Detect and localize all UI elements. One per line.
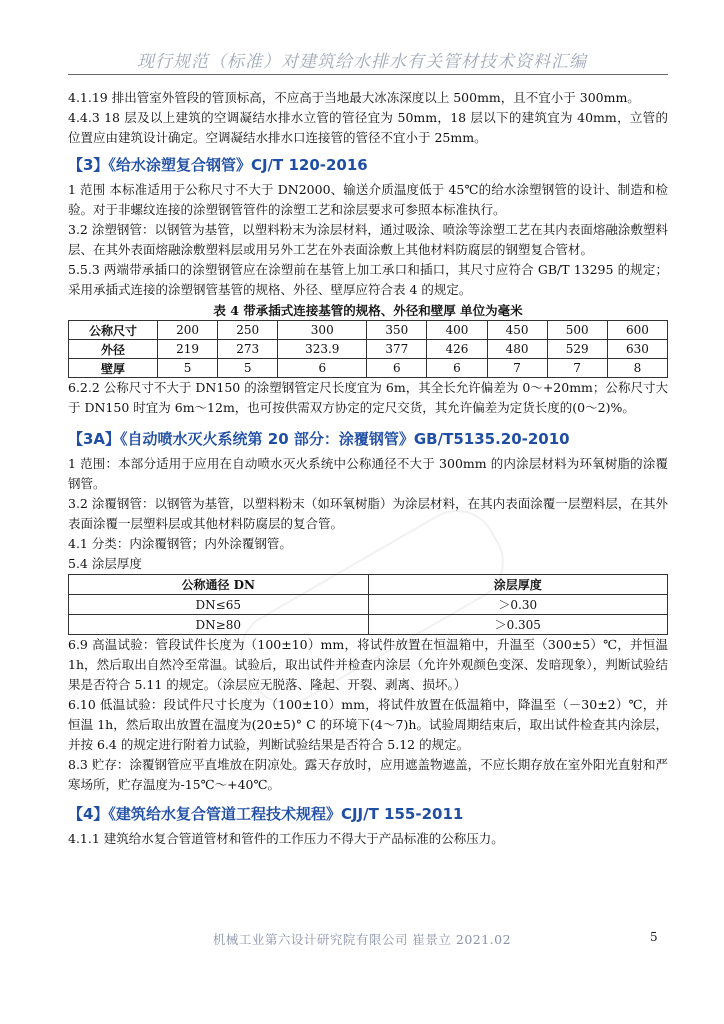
table-cell: 200 (158, 321, 218, 340)
table-cell: 480 (487, 340, 547, 359)
table-cell: 350 (367, 321, 427, 340)
table-cell: 273 (218, 340, 278, 359)
row-label: 公称尺寸 (69, 321, 158, 340)
row-label: 外径 (69, 340, 158, 359)
table-cell: 400 (427, 321, 487, 340)
s3a-clause-6-10: 6.10 低温试验：段试件尺寸长度为（100±10）mm，将试件放置在低温箱中，降温至（－30±2）℃，并恒温 1h，然后取出放置在温度为(20±5)° C 的环境下(4～7)h。试验周期结束后，取出试件检查其内涂层，并按 6.4 的规定进行附着力试验，判断试验结果是否符合 5.12 的规定。 (68, 697, 668, 752)
page-footer: 机械工业第六设计研究院有限公司 崔景立 2021.02 (212, 932, 512, 947)
table-4 (68, 320, 668, 378)
s3a-clause-6-9: 6.9 高温试验：管段试件长度为（100±10）mm，将试件放置在恒温箱中，升温至（300±5）℃，并恒温 1h，然后取出自然冷至常温。试验后，取出试件并检查内涂层（允许外观颜色变深、发暗现象），判断试验结果是否符合 5.11 的规定。（涂层应无脱落、隆起、开裂、剥离、损坏。） (68, 637, 668, 692)
s3a-clause-8-3: 8.3 贮存：涂覆钢管应平直堆放在阴凉处。露天存放时，应用遮盖物遮盖，不应长期存放在室外阳光直射和严寒场所，贮存温度为-15℃～+40℃。 (68, 757, 668, 792)
page-header-title: 现行规范（标准）对建筑给水排水有关管材技术资料汇编 (137, 52, 587, 72)
table-cell: DN≤65 (69, 595, 369, 615)
table-row (69, 340, 668, 359)
table-4-caption: 表 4 带承插式连接基管的规格、外径和壁厚 单位为毫米 (213, 303, 523, 318)
s3a-classification: 4.1 分类：内涂覆钢管；内外涂覆钢管。 (68, 536, 292, 551)
s3-scope: 1 范围 本标准适用于公称尺寸不大于 DN2000、输送介质温度低于 45℃的给水涂塑钢管的设计、制造和检验。对于非螺纹连接的涂塑钢管管件的涂塑工艺和涂层要求可参照本标准执行。 (68, 182, 668, 217)
table-cell: 450 (487, 321, 547, 340)
s3-definition: 3.2 涂塑钢管：以钢管为基管，以塑料粉末为涂层材料，通过吸涂、喷涂等涂塑工艺在其内表面熔融涂敷塑料层、在其外表面熔融涂敷塑料层或用另外工艺在外表面涂敷上其他材料防腐层的钢塑复合管材。 (68, 222, 668, 257)
table-cell: 6 (367, 359, 427, 378)
row-label: 壁厚 (69, 359, 158, 378)
table-cell: ＞0.305 (368, 615, 668, 635)
table-row (69, 321, 668, 340)
table-row (69, 615, 668, 635)
table-header: 涂层厚度 (368, 575, 668, 595)
s4-clause-4-1-1: 4.1.1 建筑给水复合管道管材和管件的工作压力不得大于产品标准的公称压力。 (68, 831, 504, 846)
table-cell: 300 (278, 321, 367, 340)
s3a-definition: 3.2 涂覆钢管：以钢管为基管，以塑料粉末（如环氧树脂）为涂层材料，在其内表面涂覆一层塑料层，在其外表面涂覆一层塑料层或其他材料防腐层的复合管。 (68, 496, 668, 531)
document-body (68, 88, 668, 849)
clause-4-4-3: 4.4.3 18 层及以上建筑的空调凝结水排水立管的管径宜为 50mm，18 层以下的建筑宜为 40mm，立管的位置应由建筑设计确定。空调凝结水排水口连接管的管径不宜小于 25mm。 (68, 110, 668, 145)
table-cell: 630 (607, 340, 667, 359)
table-cell: 7 (547, 359, 607, 378)
table-cell: 600 (607, 321, 667, 340)
s3a-coating-thickness: 5.4 涂层厚度 (68, 556, 142, 571)
table-cell: 6 (278, 359, 367, 378)
s3a-scope: 1 范围：本部分适用于应用在自动喷水灭火系统中公称通径不大于 300mm 的内涂层材料为环氧树脂的涂覆钢管。 (68, 456, 668, 491)
table-cell: 5 (158, 359, 218, 378)
table-cell: 250 (218, 321, 278, 340)
table-cell: 5 (218, 359, 278, 378)
table-cell: 6 (427, 359, 487, 378)
table-cell: 529 (547, 340, 607, 359)
table-header-row (69, 575, 668, 595)
coating-thickness-table (68, 574, 668, 635)
clause-4-1-19: 4.1.19 排出管室外管段的管顶标高，不应高于当地最大冰冻深度以上 500mm，且不宜小于 300mm。 (68, 90, 640, 105)
table-cell: ＞0.30 (368, 595, 668, 615)
page-number: 5 (650, 930, 658, 944)
table-cell: 426 (427, 340, 487, 359)
s3-clause-5-5-3: 5.5.3 两端带承插口的涂塑钢管应在涂塑前在基管上加工承口和插口，其尺寸应符合 GB/T 13295 的规定；采用承插式连接的涂塑钢管基管的规格、外径、壁厚应符合表 4 的规定。 (68, 262, 668, 297)
table-cell: 7 (487, 359, 547, 378)
table-cell: 219 (158, 340, 218, 359)
table-cell: 500 (547, 321, 607, 340)
table-cell: 377 (367, 340, 427, 359)
s3-clause-6-2-2: 6.2.2 公称尺寸不大于 DN150 的涂塑钢管定尺长度宜为 6m，其全长允许偏差为 0～+20mm；公称尺寸大于 DN150 时宜为 6m～12m，也可按供需双方协定的定尺交货，其允许偏差为定货长度的(0～2)%。 (68, 380, 668, 415)
section-heading-3: 【3】《给水涂塑复合钢管》CJ/T 120-2016 (68, 156, 368, 174)
table-row (69, 359, 668, 378)
section-heading-4: 【4】《建筑给水复合管道工程技术规程》CJJ/T 155-2011 (68, 805, 464, 823)
table-cell: DN≥80 (69, 615, 369, 635)
table-cell: 323.9 (278, 340, 367, 359)
table-cell: 8 (607, 359, 667, 378)
section-heading-3a: 【3A】《自动喷水灭火系统第 20 部分：涂覆钢管》GB/T5135.20-2010 (68, 430, 570, 448)
table-header: 公称通径 DN (69, 575, 369, 595)
header-divider (68, 74, 668, 75)
table-row (69, 595, 668, 615)
